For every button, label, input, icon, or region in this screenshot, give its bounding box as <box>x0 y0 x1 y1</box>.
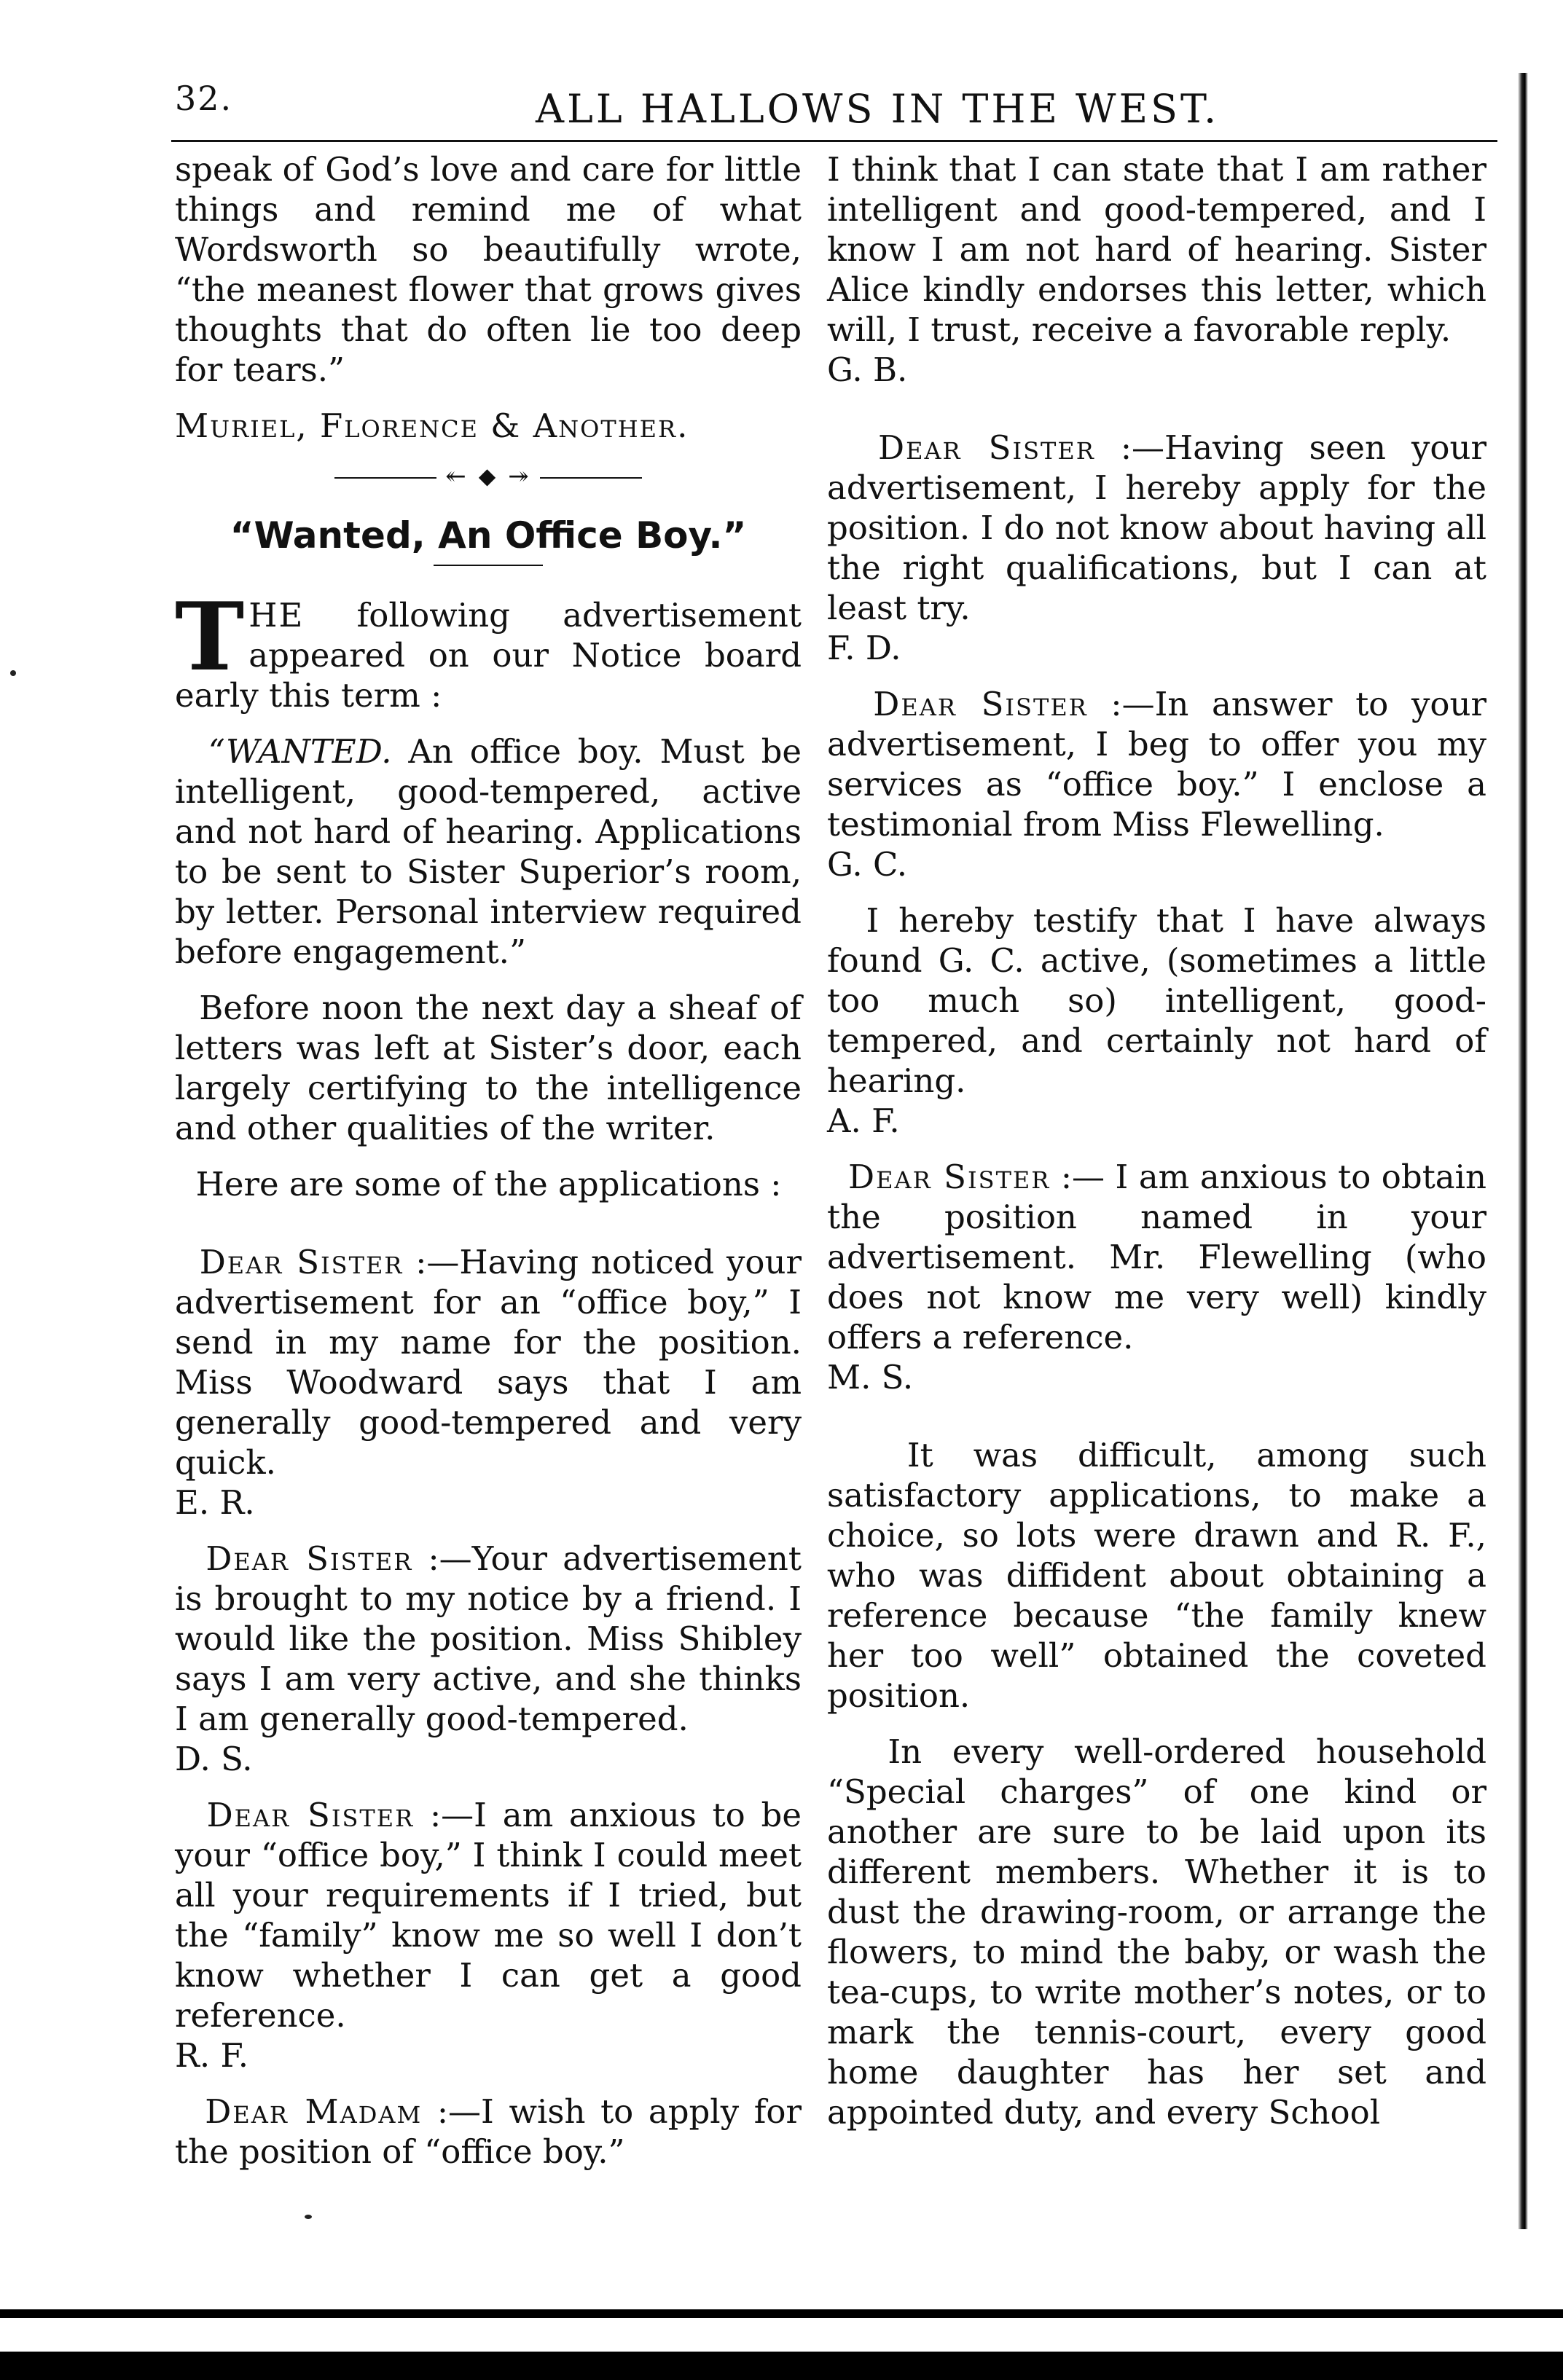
paragraph-text: It was difficult, among such satisfactory applications, to make a choice, so lots were drawn and R. F., who was diffident about obtaining a reference because “the family knew her too well” obtained the coveted position. <box>827 1436 1486 1715</box>
testimonial <box>827 900 1486 1141</box>
drop-cap: T <box>175 583 245 692</box>
header-rule <box>171 140 1497 142</box>
advertisement-quote <box>175 731 802 972</box>
scan-border <box>0 2352 1563 2380</box>
letter-signature: M. S. <box>827 1358 914 1397</box>
signature: Muriel, Florence & Another. <box>175 407 689 445</box>
letter-salutation: Dear Sister <box>199 1243 404 1281</box>
letter-signature: D. S. <box>175 1740 253 1778</box>
letter-body: :—Having seen your advertisement, I hereby apply for the position. I do not know about having all the right qualifications, but I can at least try. <box>827 428 1486 627</box>
divider-rule <box>334 477 436 479</box>
binding-edge <box>1518 73 1528 2229</box>
paragraph-text: An office boy. Must be intelligent, good-tempered, active and not hard of hearing. Applications to be sent to Sister Superior’s room, by letter. Personal interview required before engagement.” <box>175 732 802 971</box>
right-column <box>827 149 1486 2148</box>
paragraph <box>175 988 802 1148</box>
letter-signature: A. F. <box>827 1101 900 1140</box>
wanted-italic: “WANTED. <box>208 732 392 771</box>
paragraph-text: I think that I can state that I am rather intelligent and good-tempered, and I know I am not hard of hearing. Sister Alice kindly endorses this letter, which will, I trust, receive a favorable reply. <box>827 150 1486 349</box>
drop-cap-continuation: HE <box>248 596 305 635</box>
paragraph <box>827 1435 1486 1716</box>
spacer <box>827 1413 1486 1435</box>
bottom-rule <box>0 2309 1563 2318</box>
letter-signature: G. B. <box>827 350 908 389</box>
opening-paragraph <box>175 583 802 715</box>
letter-body: :—Your advertisement is brought to my notice by a friend. I would like the position. Miss Shibley says I am very active, and she thinks I am generally good-tempered. <box>175 1539 802 1738</box>
letter-salutation: Dear Sister <box>206 1796 415 1834</box>
letter-signature: G. C. <box>827 845 908 884</box>
letter <box>827 1157 1486 1397</box>
paragraph-text: Here are some of the applications : <box>195 1165 782 1203</box>
paragraph-text: In every well-ordered household “Special charges” of one kind or another are sure to be laid upon its different members. Whether it is to dust the drawing-room, or arrange the flowers, to mind the baby, or wash the tea-cups, to write mother’s notes, or to mark the tennis-court, every good home daughter has her set and appointed duty, and every School <box>827 1732 1487 2132</box>
letter <box>827 684 1486 884</box>
letter-salutation: Dear Sister <box>878 428 1095 467</box>
letter-signature: E. R. <box>175 1483 255 1522</box>
ornament-divider <box>175 462 802 491</box>
letter-body: :—Having noticed your advertisement for an “office boy,” I send in my name for the position. Miss Woodward says that I am generally good-tempered and very quick. <box>175 1243 802 1482</box>
letter-body: :—In answer to your advertisement, I beg to offer you my services as “office boy.” I enclose a testimonial from Miss Flewelling. <box>827 685 1487 844</box>
spacer <box>175 1220 802 1242</box>
letter <box>175 1795 802 2075</box>
scan-speck <box>10 670 16 676</box>
paragraph: speak of God’s love and care for little things and remind me of what Wordsworth so beautifully wrote, “the meanest flower that grows gives thoughts that do often lie too deep for tears.” <box>175 150 802 389</box>
divider-rule <box>540 477 642 479</box>
paragraph-text: following advertisement appeared on our Notice board early this term : <box>175 596 802 715</box>
letter <box>175 1539 802 1779</box>
letter-signature: F. D. <box>827 629 901 667</box>
letter <box>175 1242 802 1523</box>
paragraph <box>827 1732 1486 2132</box>
letter-salutation: Dear Madam <box>205 2092 423 2131</box>
page-number: 32. <box>175 79 233 118</box>
letter-body: :—I am anxious to be your “office boy,” I think I could meet all your requirements if I tried, but the “family” know me so well I don’t know whether I can get a good reference. <box>175 1796 802 2035</box>
article-title: “Wanted, An Office Boy.” <box>230 514 747 557</box>
letter <box>175 2092 802 2172</box>
paragraph-text: Before noon the next day a sheaf of letters was left at Sister’s door, each largely certifying to the intelligence and other qualities of the writer. <box>175 989 802 1147</box>
paragraph-text: I hereby testify that I have always found G. C. active, (sometimes a little too much so) intelligent, good-tempered, and certainly not hard of hearing. <box>827 901 1486 1100</box>
letter-salutation: Dear Sister <box>848 1158 1051 1196</box>
scan-speck <box>305 2215 312 2219</box>
letter <box>827 428 1486 668</box>
letter-salutation: Dear Sister <box>873 685 1088 723</box>
letter-salutation: Dear Sister <box>205 1539 413 1578</box>
left-column <box>175 149 802 2188</box>
title-rule <box>434 565 543 566</box>
letter-continuation <box>827 149 1486 390</box>
paragraph <box>175 1164 802 1204</box>
ornament-glyph: ↞ ⬥ ↠ <box>445 462 531 491</box>
letter-body: :—I wish to apply for the position of “office boy.” <box>175 2092 802 2171</box>
letter-body: :— I am anxious to obtain the position named in your advertisement. Mr. Flewelling (who does not know me very well) kindly offers a reference. <box>827 1158 1486 1356</box>
letter-signature: R. F. <box>175 2036 249 2075</box>
running-title: ALL HALLOWS IN THE WEST. <box>536 86 1220 132</box>
spacer <box>827 406 1486 428</box>
